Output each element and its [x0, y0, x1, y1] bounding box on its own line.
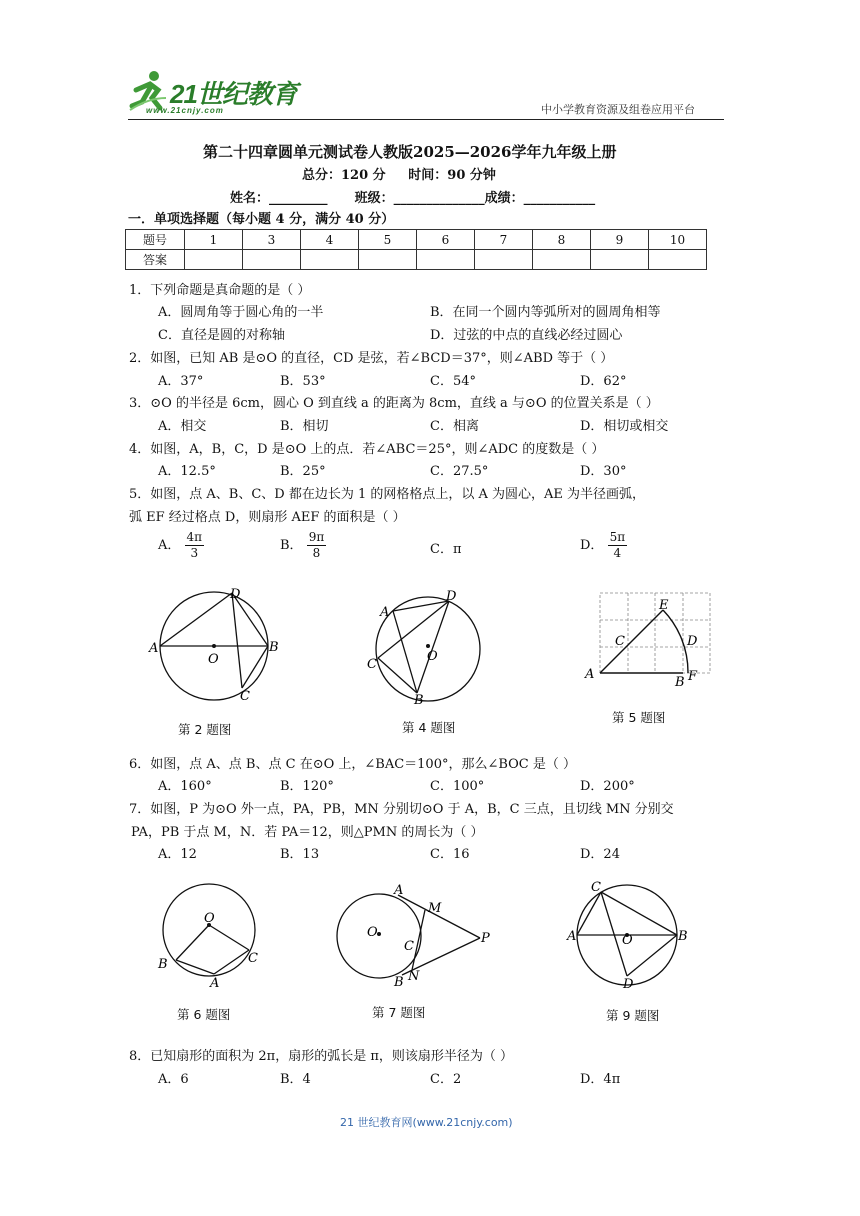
question-4-option-b: B．25° — [280, 464, 326, 479]
answer-cell[interactable] — [649, 250, 707, 270]
answer-cell[interactable] — [591, 250, 649, 270]
figure-9 — [565, 880, 695, 990]
table-cell: 6 — [417, 230, 475, 250]
answer-cell[interactable] — [417, 250, 475, 270]
point-label: N — [408, 969, 420, 984]
table-cell: 3 — [243, 230, 301, 250]
question-7-option-d: D．24 — [580, 847, 620, 862]
point-label: D — [623, 977, 634, 990]
point-label: B — [394, 975, 404, 990]
point-label: B — [158, 957, 168, 972]
point-label: O — [204, 911, 215, 926]
logo — [128, 68, 297, 118]
figure-6 — [154, 880, 264, 990]
figure-7 — [330, 880, 500, 990]
option-letter: A． — [158, 538, 181, 553]
question-1-option-c: C．直径是圆的对称轴 — [158, 328, 285, 343]
question-3-option-b: B．相切 — [280, 419, 329, 434]
point-label: A — [394, 883, 404, 898]
question-4-option-c: C．27.5° — [430, 464, 489, 479]
point-label: C — [615, 634, 625, 649]
question-3-option-c: C．相离 — [430, 419, 479, 434]
question-6-option-c: C．100° — [430, 779, 485, 794]
point-label: A — [585, 667, 595, 682]
section-heading: 一．单项选择题（每小题 4 分，满分 40 分） — [128, 212, 395, 227]
figure-6-caption: 第 6 题图 — [177, 1007, 231, 1022]
question-1-option-d: D．过弦的中点的直线必经过圆心 — [430, 328, 623, 343]
question-4-option-d: D．30° — [580, 464, 627, 479]
answer-cell[interactable] — [301, 250, 359, 270]
point-label: P — [481, 931, 490, 946]
question-5-stem: 5．如图，点 A、B、C、D 都在边长为 1 的网格格点上，以 A 为圆心，AE 为半径画弧， — [129, 487, 646, 502]
figure-2 — [148, 586, 288, 706]
table-cell: 题号 — [126, 230, 185, 250]
question-7-option-a: A．12 — [158, 847, 197, 862]
header-divider — [128, 119, 724, 120]
question-2-option-a: A．37° — [158, 374, 204, 389]
point-label: B — [414, 693, 424, 706]
figure-5 — [583, 590, 715, 690]
answer-cell[interactable] — [185, 250, 243, 270]
question-1-option-a: A．圆周角等于圆心角的一半 — [158, 305, 324, 320]
table-cell: 答案 — [126, 250, 185, 270]
question-5-option-b — [280, 530, 326, 561]
point-label: O — [427, 649, 438, 664]
question-8-stem: 8．已知扇形的面积为 2π，扇形的弧长是 π，则该扇形半径为（ ） — [129, 1049, 514, 1064]
figure-2-caption: 第 2 题图 — [178, 722, 232, 737]
point-label: B — [678, 929, 688, 944]
point-label: B — [675, 675, 685, 690]
numerator: 4π — [186, 530, 203, 544]
point-label: A — [567, 929, 577, 944]
question-3-option-d: D．相切或相交 — [580, 419, 669, 434]
question-7-option-b: B．13 — [280, 847, 320, 862]
page-title: 第二十四章圆单元测试卷人教版2025—2026学年九年级上册 — [203, 143, 617, 161]
fraction — [307, 530, 327, 561]
question-5-option-a — [158, 530, 204, 561]
question-7-stem-cont: PA，PB 于点 M，N．若 PA＝12，则△PMN 的周长为（ ） — [131, 825, 484, 840]
point-label: C — [248, 951, 258, 966]
question-2-stem: 2．如图，已知 AB 是⊙O 的直径，CD 是弦，若∠BCD＝37°，则∠ABD 等于（ ） — [129, 351, 614, 366]
point-label: B — [269, 640, 279, 655]
point-label: O — [208, 652, 219, 667]
table-cell: 10 — [649, 230, 707, 250]
table-cell: 5 — [359, 230, 417, 250]
question-5-option-d — [580, 530, 627, 561]
point-label: C — [591, 880, 601, 895]
denominator: 3 — [190, 546, 199, 560]
question-4-stem: 4．如图，A，B，C，D 是⊙O 上的点．若∠ABC＝25°，则∠ADC 的度数是（ ） — [129, 442, 605, 457]
point-label: D — [446, 589, 457, 604]
answer-table — [125, 229, 707, 270]
question-8-option-a: A．6 — [158, 1072, 189, 1087]
question-8-option-c: C．2 — [430, 1072, 462, 1087]
info-line: 姓名：_________ 班级：______________成绩：___________ — [230, 191, 596, 206]
question-6-stem: 6．如图，点 A、点 B、点 C 在⊙O 上，∠BAC＝100°，那么∠BOC 是（ ） — [129, 757, 577, 772]
point-label: C — [367, 657, 377, 672]
point-label: D — [687, 634, 698, 649]
option-letter: B． — [280, 538, 303, 553]
point-label: A — [149, 641, 159, 656]
question-7-stem: 7．如图，P 为⊙O 外一点，PA，PB，MN 分别切⊙O 于 A，B，C 三点，且切线 MN 分别交 — [129, 802, 674, 817]
table-cell: 9 — [591, 230, 649, 250]
question-6-option-b: B．120° — [280, 779, 334, 794]
point-label: M — [428, 901, 442, 916]
figure-7-caption: 第 7 题图 — [372, 1005, 426, 1020]
denominator: 8 — [312, 546, 321, 560]
question-3-option-a: A．相交 — [158, 419, 207, 434]
numerator: 9π — [308, 530, 325, 544]
point-label: O — [622, 933, 633, 948]
question-2-option-b: B．53° — [280, 374, 326, 389]
point-label: A — [210, 976, 220, 990]
table-cell: 7 — [475, 230, 533, 250]
point-label: D — [230, 587, 241, 602]
question-6-option-a: A．160° — [158, 779, 212, 794]
table-cell: 1 — [185, 230, 243, 250]
numerator: 5π — [609, 530, 626, 544]
answer-cell[interactable] — [359, 250, 417, 270]
table-row — [126, 250, 707, 270]
point-label: A — [380, 605, 390, 620]
figure-9-caption: 第 9 题图 — [606, 1008, 660, 1023]
point-label: O — [367, 925, 378, 940]
point-label: C — [240, 689, 250, 704]
answer-cell[interactable] — [475, 250, 533, 270]
question-8-option-d: D．4π — [580, 1072, 621, 1087]
figure-4-caption: 第 4 题图 — [402, 720, 456, 735]
fraction — [185, 530, 205, 561]
question-2-option-d: D．62° — [580, 374, 627, 389]
platform-text: 中小学教育资源及组卷应用平台 — [541, 103, 695, 116]
table-row — [126, 230, 707, 250]
option-letter: D． — [580, 538, 604, 553]
footer-link[interactable]: 21 世纪教育网(www.21cnjy.com) — [340, 1116, 513, 1129]
point-label: E — [659, 598, 669, 613]
question-7-option-c: C．16 — [430, 847, 470, 862]
answer-cell[interactable] — [243, 250, 301, 270]
fraction — [608, 530, 628, 561]
question-6-option-d: D．200° — [580, 779, 635, 794]
figure-4 — [364, 586, 484, 706]
point-label: C — [404, 939, 414, 954]
question-1-stem: 1．下列命题是真命题的是（ ） — [129, 283, 311, 298]
question-3-stem: 3．⊙O 的半径是 6cm，圆心 O 到直线 a 的距离为 8cm，直线 a 与⊙O 的位置关系是（ ） — [129, 396, 659, 411]
table-cell: 4 — [301, 230, 359, 250]
question-1-option-b: B．在同一个圆内等弧所对的圆周角相等 — [430, 305, 661, 320]
point-label: F — [688, 669, 698, 684]
question-5-option-c: C．π — [430, 542, 462, 557]
answer-cell[interactable] — [533, 250, 591, 270]
table-cell: 8 — [533, 230, 591, 250]
question-2-option-c: C．54° — [430, 374, 476, 389]
question-5-stem-cont: 弧 EF 经过格点 D，则扇形 AEF 的面积是（ ） — [129, 510, 406, 525]
subtitle: 总分：120 分 时间：90 分钟 — [302, 168, 496, 183]
denominator: 4 — [613, 546, 622, 560]
brand-url: www.21cnjy.com — [146, 106, 224, 115]
question-8-option-b: B．4 — [280, 1072, 311, 1087]
figure-5-caption: 第 5 题图 — [612, 710, 666, 725]
brand-name: 21世纪教育 — [170, 79, 297, 109]
question-4-option-a: A．12.5° — [158, 464, 216, 479]
